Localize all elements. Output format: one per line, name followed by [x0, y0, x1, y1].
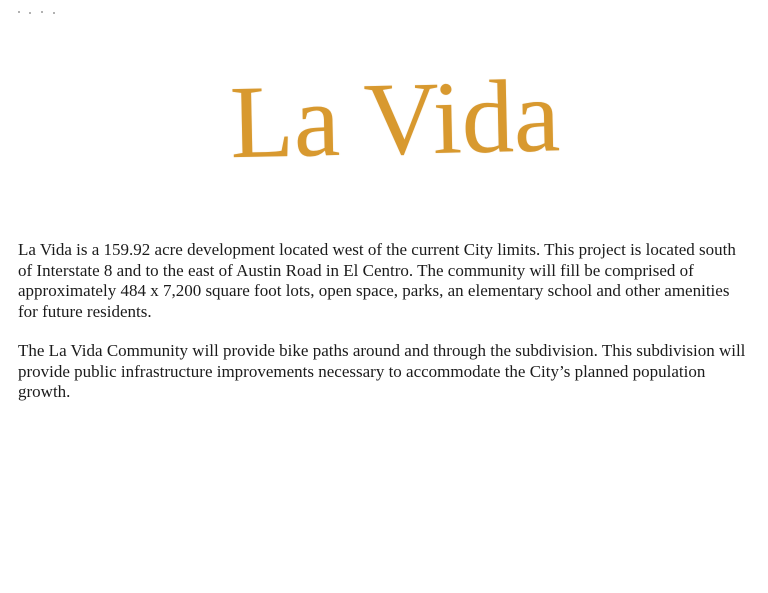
- document-body: [18, 240, 753, 421]
- paragraph-project-description: La Vida is a 159.92 acre development located west of the current City limits. This project is located south of Interstate 8 and to the east of Austin Road in El Centro. The community will fill be comprised of approximately 484 x 7,200 square foot lots, open space, parks, an elementary school and other amenities for future residents.: [18, 240, 736, 322]
- scan-artifact: [18, 8, 68, 16]
- paragraph-community-infrastructure: The La Vida Community will provide bike paths around and through the subdivision. This subdivision will provide public infrastructure improvements necessary to accommodate the City’s planned population growth.: [18, 340, 746, 402]
- page-title: La Vida: [228, 58, 562, 181]
